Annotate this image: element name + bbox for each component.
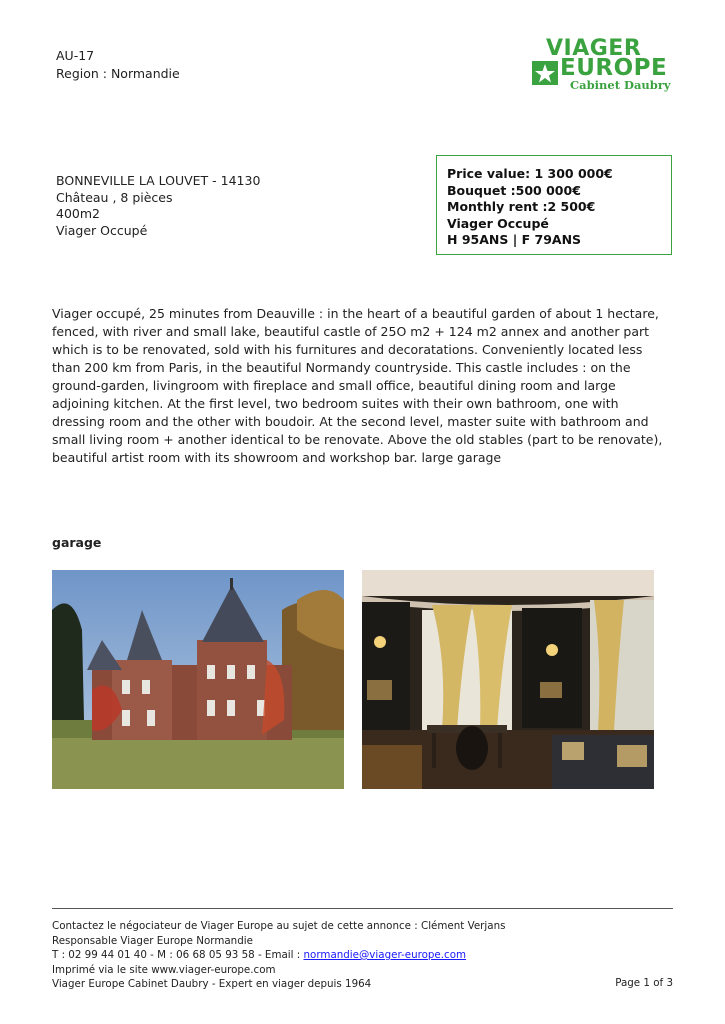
property-summary xyxy=(56,173,260,239)
price-monthly-rent: Monthly rent :2 500€ xyxy=(447,199,596,214)
footer-email-link[interactable]: normandie@viager-europe.com xyxy=(303,949,467,961)
footer-divider xyxy=(52,908,673,909)
price-value: Price value: 1 300 000€ xyxy=(447,166,613,181)
castle-exterior-photo xyxy=(52,570,344,789)
logo-word-cabinet: Cabinet Daubry xyxy=(570,78,671,92)
star-icon xyxy=(530,59,560,87)
price-box xyxy=(436,155,672,255)
footer-company: Viager Europe Cabinet Daubry - Expert en viager depuis 1964 xyxy=(52,978,372,990)
logo-word-viager: VIAGER xyxy=(546,36,642,61)
price-bouquet: Bouquet :500 000€ xyxy=(447,182,581,198)
photo-caption: garage xyxy=(52,535,102,550)
footer xyxy=(52,919,673,992)
footer-contact: Contactez le négociateur de Viager Europe au sujet de cette annonce : Clément Verjans xyxy=(52,920,506,932)
page-number: Page 1 of 3 xyxy=(615,977,673,989)
reference-code: AU-17 xyxy=(56,48,95,63)
viager-europe-logo xyxy=(530,38,675,94)
footer-printed-via: Imprimé via le site www.viager-europe.com xyxy=(52,963,276,976)
property-status: Viager Occupé xyxy=(56,222,148,238)
property-description: Viager occupé, 25 minutes from Deauville : in the heart of a beautiful garden of about 1 hectare, fenced, with river and small lake, beautiful castle of 25O m2 + 124 m2 annex and another part which is to be renovated, sold with his furnitures and decoratations. Conveniently located less than 200 km from Paris, in the beautiful Normandy countryside. This castle includes : on the ground-garden, livingroom with fireplace and small office, beautiful dining room and large adjoining kitchen. At the first level, two bedroom suites with their own bathroom, one with dressing room and the other with boudoir. At the second level, master suite with bathroom and small living room + another identical to be renovate. Above the old stables (part to be renovate), beautiful artist room with its showroom and workshop bar. large garage xyxy=(52,306,663,465)
footer-phone-email xyxy=(52,948,673,963)
listing-reference xyxy=(56,47,180,83)
property-location: BONNEVILLE LA LOUVET - 14130 xyxy=(56,173,261,188)
logo-word-europe: EUROPE xyxy=(560,55,668,81)
footer-phones: T : 02 99 44 01 40 - M : 06 68 05 93 58 - Email : xyxy=(52,949,304,961)
footer-responsible: Responsable Viager Europe Normandie xyxy=(52,934,253,947)
occupant-ages: H 95ANS | F 79ANS xyxy=(447,232,582,247)
salon-interior-photo xyxy=(362,570,654,789)
property-type: Château , 8 pièces xyxy=(56,189,173,205)
region-label: Region : Normandie xyxy=(56,66,180,81)
price-status: Viager Occupé xyxy=(447,215,549,231)
property-surface: 400m2 xyxy=(56,206,100,221)
